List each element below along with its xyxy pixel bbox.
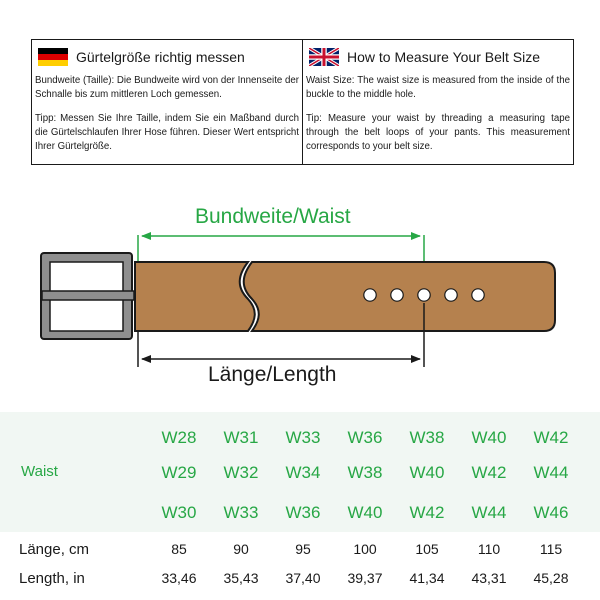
length-cm-row-label: Länge, cm	[19, 541, 90, 558]
instructions-box	[31, 39, 574, 165]
length-in-cell: 39,37	[347, 570, 383, 586]
waist-size-cell: W38	[347, 463, 383, 482]
instructions-english-tip-text: Tip: Measure your waist by threading a measuring tape through the belt loops of your pants. This measurement corresponds to your belt size.	[306, 113, 570, 152]
uk-flag-icon	[309, 48, 339, 66]
length-cm-cell: 110	[477, 541, 501, 557]
instructions-german-waist-text: Bundweite (Taille): Die Bundweite wird von der Innenseite der Schnalle bis zum mittleren Loch gemessen.	[35, 75, 299, 100]
length-cm-cell: 90	[233, 541, 249, 557]
instructions-german	[32, 40, 303, 164]
instructions-english-waist-text: Waist Size: The waist size is measured from the inside of the buckle to the middle hole.	[306, 75, 570, 100]
length-in-cell: 43,31	[471, 570, 507, 586]
size-table	[0, 412, 600, 600]
length-cm-cell: 95	[295, 541, 311, 557]
belt-hole	[418, 289, 430, 301]
waist-size-cell: W38	[409, 428, 445, 447]
waist-dimension-line	[138, 232, 424, 263]
waist-size-cell: W44	[471, 503, 507, 522]
waist-row-label: Waist	[21, 463, 58, 480]
belt-hole	[445, 289, 457, 301]
waist-size-cell: W33	[223, 503, 259, 522]
waist-size-cell: W44	[533, 463, 569, 482]
length-in-cell: 33,46	[161, 570, 197, 586]
length-in-row-label: Length, in	[19, 570, 85, 587]
length-cm-cell: 105	[415, 541, 439, 557]
belt-strap-left	[135, 262, 255, 331]
waist-size-cell: W40	[347, 503, 383, 522]
length-dimension-label: Länge/Length	[208, 363, 337, 386]
belt-diagram	[0, 195, 600, 410]
length-in-cell: 35,43	[223, 570, 259, 586]
waist-size-cell: W30	[161, 503, 197, 522]
waist-size-cell: W42	[471, 463, 507, 482]
belt-hole	[391, 289, 403, 301]
instructions-german-tip-text: Tipp: Messen Sie Ihre Taille, indem Sie ein Maßband durch die Gürtelschlaufen Ihrer Hose führen. Dieser Wert entspricht Ihrer Gürtelgröße.	[35, 113, 299, 152]
waist-size-cell: W33	[285, 428, 321, 447]
waist-dimension-label: Bundweite/Waist	[195, 205, 351, 228]
length-in-cell: 37,40	[285, 570, 321, 586]
instructions-english	[303, 40, 573, 164]
waist-size-cell: W36	[285, 503, 321, 522]
waist-size-cell: W40	[409, 463, 445, 482]
waist-size-cell: W28	[161, 428, 197, 447]
waist-size-cell: W40	[471, 428, 507, 447]
waist-size-cell: W29	[161, 463, 197, 482]
instructions-english-header	[306, 46, 570, 68]
length-in-cell: 41,34	[409, 570, 445, 586]
waist-size-cell: W42	[533, 428, 569, 447]
length-cm-cell: 115	[539, 541, 563, 557]
waist-size-cell: W46	[533, 503, 569, 522]
waist-size-cell: W32	[223, 463, 259, 482]
length-cm-cell: 85	[171, 541, 187, 557]
instructions-german-title: Gürtelgröße richtig messen	[76, 49, 245, 65]
belt-drawing	[0, 195, 600, 410]
waist-size-cell: W36	[347, 428, 383, 447]
length-cm-cell: 100	[353, 541, 377, 557]
belt-buckle	[41, 253, 134, 339]
waist-size-cell: W31	[223, 428, 259, 447]
waist-size-cell: W42	[409, 503, 445, 522]
germany-flag-icon	[38, 48, 68, 66]
waist-size-cell: W34	[285, 463, 321, 482]
instructions-german-header	[35, 46, 299, 68]
belt-hole	[364, 289, 376, 301]
instructions-english-title: How to Measure Your Belt Size	[347, 49, 540, 65]
belt-hole	[472, 289, 484, 301]
length-in-cell: 45,28	[533, 570, 569, 586]
